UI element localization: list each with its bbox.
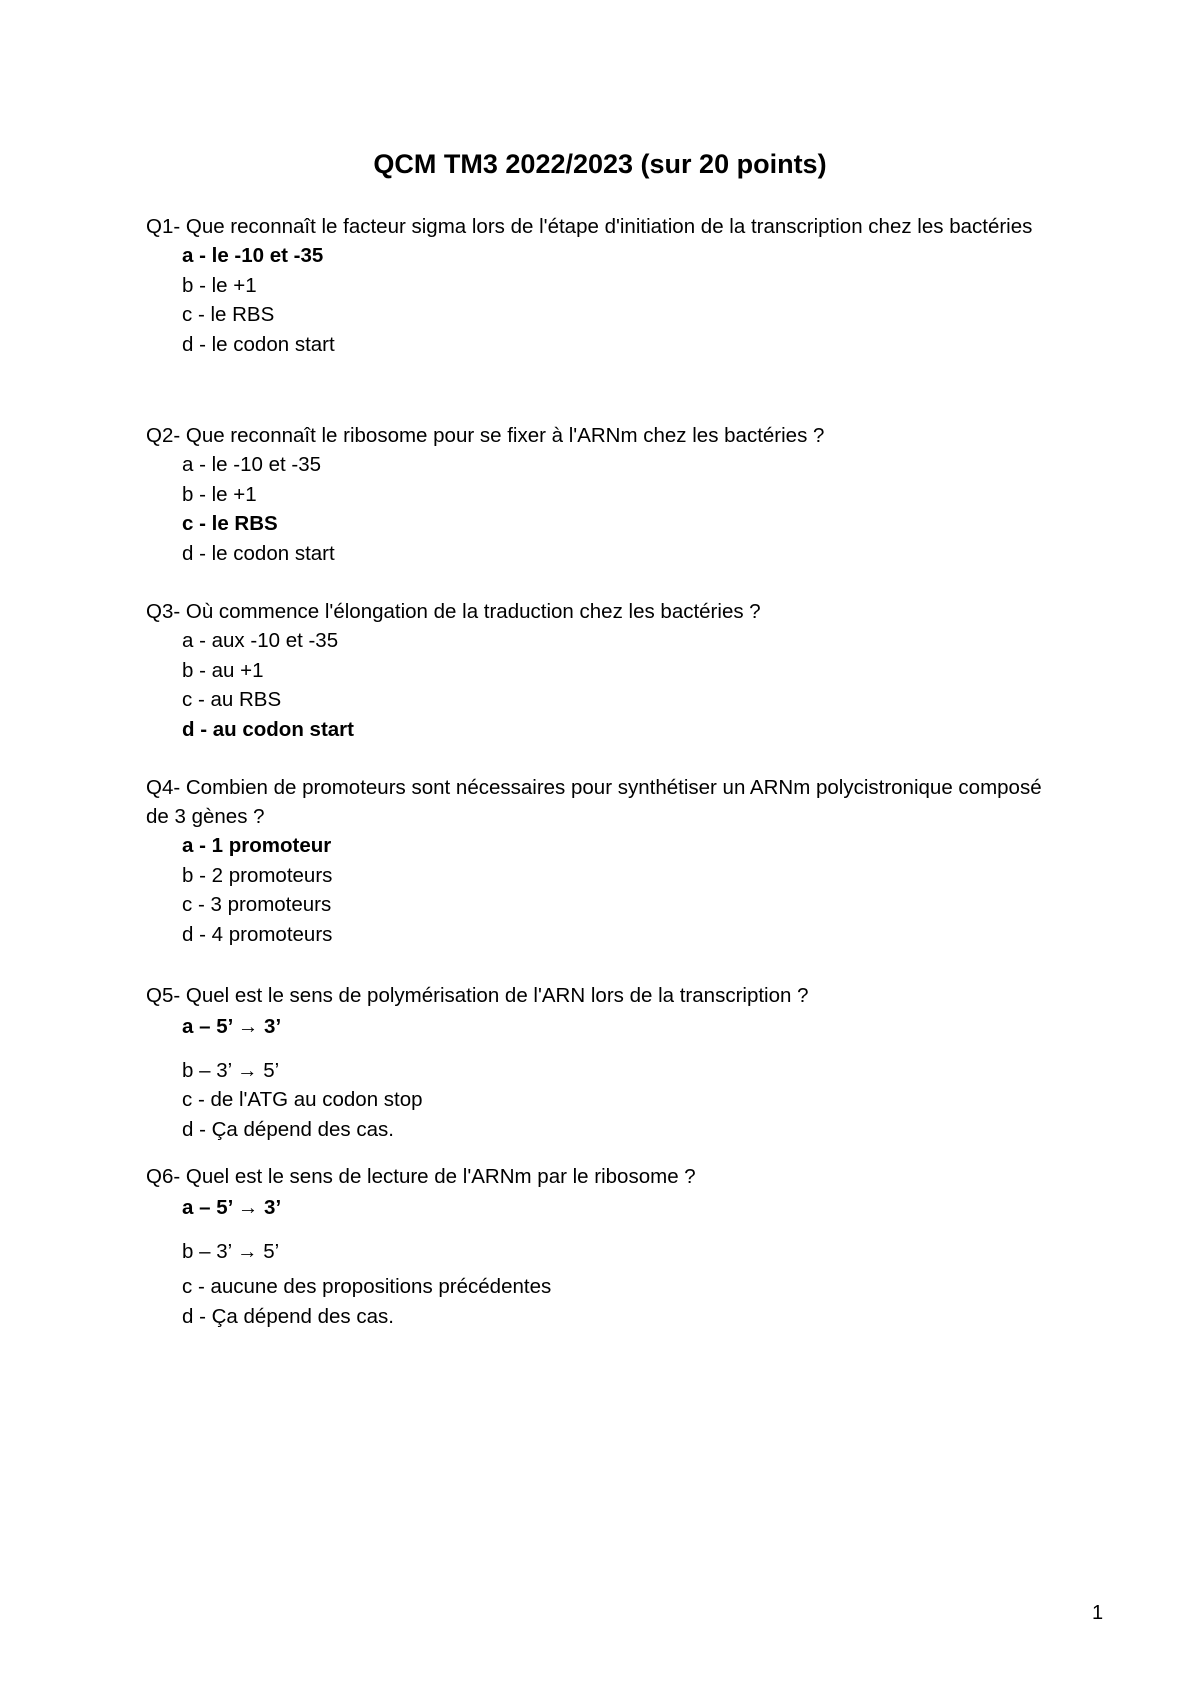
- option-b: b – 3’ → 5’: [182, 1058, 280, 1082]
- option-d: d - 4 promoteurs: [182, 922, 333, 946]
- option-list: [146, 626, 1046, 744]
- option-a-correct: a – 5’ → 3’: [182, 1015, 282, 1038]
- option-c: c - le RBS: [182, 303, 275, 326]
- option-list: [146, 1012, 1046, 1144]
- option-list: [146, 831, 1046, 949]
- option-list: [146, 450, 1046, 568]
- option-a-correct: a - 1 promoteur: [182, 834, 332, 857]
- question-text: Q4- Combien de promoteurs sont nécessaires pour synthétiser un ARNm polycistronique composé de 3 gènes ?: [146, 776, 1042, 828]
- option-d: d - le codon start: [182, 541, 335, 565]
- question-block: [146, 421, 1046, 568]
- question-block: [146, 1162, 1046, 1331]
- option-c-correct: c - le RBS: [182, 512, 278, 535]
- option-list: [146, 241, 1046, 359]
- page-number: 1: [1092, 1602, 1104, 1624]
- question-text: Q1- Que reconnaît le facteur sigma lors de l'étape d'initiation de la transcription chez les bactéries: [146, 215, 1033, 238]
- question-text: Q5- Quel est le sens de polymérisation de l'ARN lors de la transcription ?: [146, 984, 809, 1007]
- option-list: [146, 1193, 1046, 1331]
- option-b: b - au +1: [182, 658, 264, 682]
- option-a-correct: a – 5’ → 3’: [182, 1196, 282, 1219]
- option-d: d - le codon start: [182, 332, 335, 356]
- option-c: c - 3 promoteurs: [182, 893, 332, 916]
- question-text: Q3- Où commence l'élongation de la traduction chez les bactéries ?: [146, 600, 761, 623]
- question-block: [146, 212, 1046, 359]
- option-b: b - le +1: [182, 482, 257, 506]
- option-a-correct: a - le -10 et -35: [182, 244, 324, 267]
- option-a: a - aux -10 et -35: [182, 629, 339, 652]
- page-title: QCM TM3 2022/2023 (sur 20 points): [373, 149, 827, 179]
- question-text: Q2- Que reconnaît le ribosome pour se fixer à l'ARNm chez les bactéries ?: [146, 424, 825, 447]
- option-b: b – 3’ → 5’: [182, 1239, 280, 1263]
- question-block: [146, 773, 1046, 949]
- option-a: a - le -10 et -35: [182, 453, 322, 476]
- option-c: c - au RBS: [182, 688, 282, 711]
- option-c: c - de l'ATG au codon stop: [182, 1088, 423, 1111]
- question-block: [146, 981, 1046, 1144]
- option-b: b - le +1: [182, 273, 257, 297]
- option-d-correct: d - au codon start: [182, 717, 354, 741]
- option-c: c - aucune des propositions précédentes: [182, 1275, 552, 1298]
- option-b: b - 2 promoteurs: [182, 863, 333, 887]
- question-text: Q6- Quel est le sens de lecture de l'ARNm par le ribosome ?: [146, 1165, 696, 1188]
- question-block: [146, 597, 1046, 744]
- option-d: d - Ça dépend des cas.: [182, 1304, 394, 1328]
- option-d: d - Ça dépend des cas.: [182, 1117, 394, 1141]
